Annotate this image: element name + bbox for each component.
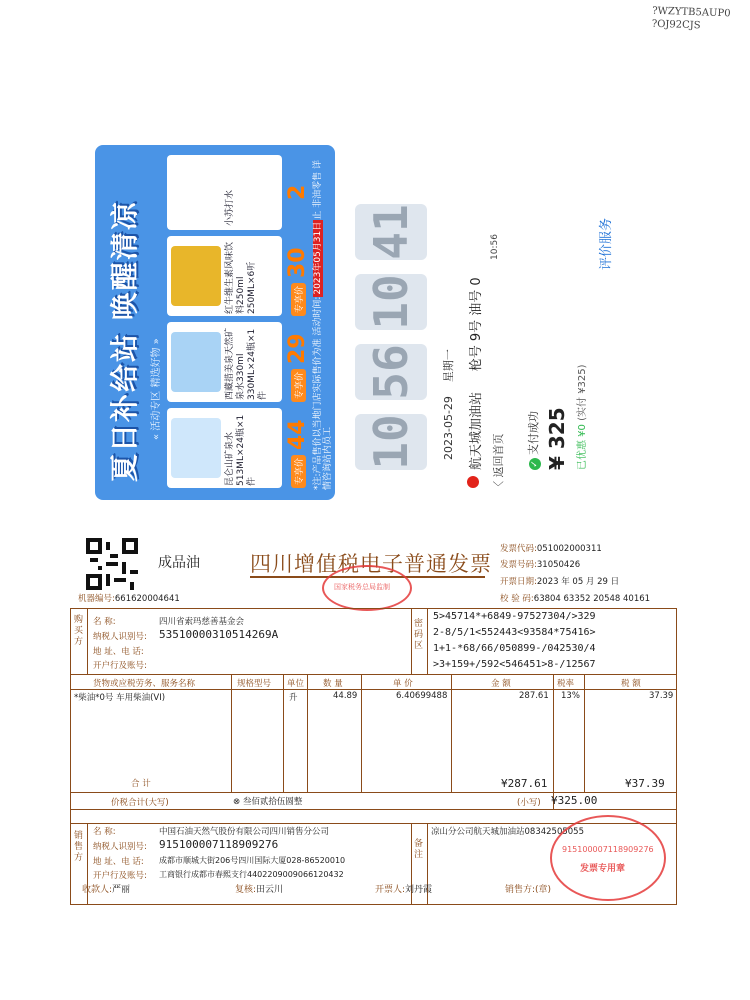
item-tax: 37.39 xyxy=(649,691,674,701)
product-tag: 专享价 xyxy=(291,283,306,316)
pay-status xyxy=(525,411,541,470)
header-amount: 金 额 xyxy=(491,679,511,689)
water-bottle-image xyxy=(171,418,221,478)
product-price: 29 xyxy=(285,333,310,364)
cipher-line: 2-8/5/1<552443<93584*75416> xyxy=(433,627,596,638)
energy-drink-image xyxy=(171,246,221,306)
reviewer-label: 复核: xyxy=(235,885,257,895)
seller-tax-label: 纳税人识别号: xyxy=(93,842,147,852)
cipher-line: 1+1-*68/66/050899-/042530/4 xyxy=(433,643,596,654)
footnote-date: 2023年05月31日 xyxy=(313,221,323,295)
seller-tax-id: 915100007118909276 xyxy=(159,838,279,851)
product-tag: 专享价 xyxy=(291,455,306,488)
item-amount: 287.61 xyxy=(519,691,549,701)
buyer-name: 四川省索玛慈善基金会 xyxy=(159,617,245,627)
header-unit: 单位 xyxy=(287,679,305,689)
remark-label: 备注 xyxy=(414,839,424,860)
discount-line xyxy=(573,364,588,470)
invoice-code-label: 发票代码: xyxy=(500,544,537,554)
grand-total-small: ¥325.00 xyxy=(551,794,598,807)
buyer-tax-id: 53510000310514269A xyxy=(159,628,279,641)
reviewer xyxy=(235,882,283,895)
grand-small-label: (小写) xyxy=(517,798,541,808)
handwritten-line-1: ?WZYTB5AUP0 xyxy=(652,5,731,20)
product-name: 昆仑山矿泉水 513ML×24瓶×1件 xyxy=(225,414,257,486)
seller-bank-label: 开户行及账号: xyxy=(93,871,147,881)
clock-digit-pair: 10 xyxy=(355,274,427,330)
back-home-link[interactable]: 〈 返回首页 xyxy=(492,433,505,492)
product-name: 西藏措美泉天然矿泉水330ml 330ML×24瓶×1件 xyxy=(225,327,268,400)
total-tax: ¥37.39 xyxy=(625,777,665,790)
buyer-tax-label: 纳税人识别号: xyxy=(93,632,147,642)
promo-subtitle: « 活动专区 精选好物 » xyxy=(151,338,162,440)
seal-text: 发票专用章 xyxy=(580,864,626,874)
product-name: 红牛维生素风味饮料250ml 250ML×6听 xyxy=(225,241,257,314)
buyer-name-label: 名 称: xyxy=(93,617,116,627)
handwritten-line-2: ?OJ92CJS xyxy=(651,18,701,32)
pump-info: 枪号 9号 油号 0 xyxy=(469,277,484,372)
check-code-value: 63804 63352 20548 40161 xyxy=(533,594,651,604)
buyer-bank-label: 开户行及账号: xyxy=(93,661,147,671)
check-icon: ✓ xyxy=(529,458,541,470)
seller-name-label: 名 称: xyxy=(93,827,116,837)
machine-number-label: 机器编号: xyxy=(78,594,115,604)
clock-digit-pair: 56 xyxy=(355,344,427,400)
item-price: 6.40699488 xyxy=(396,691,448,701)
invoice-code xyxy=(500,542,602,554)
header-goods: 货物或应税劳务、服务名称 xyxy=(93,679,196,689)
header-spec: 规格型号 xyxy=(237,679,272,689)
grand-total-label: 价税合计(大写) xyxy=(111,798,169,808)
station-line xyxy=(465,277,484,470)
invoice-number-label: 发票号码: xyxy=(500,560,537,570)
cipher-area-label: 密码区 xyxy=(414,619,424,651)
pay-amount: ¥ 325 xyxy=(545,407,569,470)
item-name: *柴油*0号 车用柴油(VI) xyxy=(74,693,166,703)
item-qty: 44.89 xyxy=(333,691,358,701)
invoice-number xyxy=(500,558,580,570)
promo-banner xyxy=(95,145,335,500)
seller-section-label: 销售方 xyxy=(74,831,84,863)
invoice-special-seal xyxy=(550,815,666,901)
dynamic-clock xyxy=(355,190,435,470)
water-pack-image xyxy=(171,332,221,392)
invoice-title: 四川增值税电子普通发票 xyxy=(250,552,492,576)
receipt-weekday: 星期一 xyxy=(442,349,455,383)
machine-number xyxy=(78,592,180,604)
seller-name: 中国石油天然气股份有限公司四川销售分公司 xyxy=(159,827,330,837)
product-price: 44 xyxy=(285,419,310,450)
remark: 凉山分公司航天城加油站08342505055 xyxy=(431,827,584,837)
product-price: 30 xyxy=(285,247,310,278)
item-rate: 13% xyxy=(561,691,580,701)
cipher-line: 5>45714*+6849-97527304/>329 xyxy=(433,611,596,622)
drawer xyxy=(375,882,432,895)
footnote-suffix: 止 非油零售 详情咨询站内员工 xyxy=(313,160,333,490)
check-code-label: 校 验 码: xyxy=(500,594,534,604)
total-amount: ¥287.61 xyxy=(501,777,548,790)
clock-digit-pair: 10 xyxy=(355,414,427,470)
discount-label: 已优惠 xyxy=(577,440,588,470)
drawer-value: 刘丹霞 xyxy=(405,885,433,895)
payee xyxy=(82,882,130,895)
machine-number-value: 661620004641 xyxy=(114,594,180,604)
footnote-prefix: *注:产品售价以当地门店实际售价为准 活动时间: xyxy=(313,296,323,490)
status-bar-time: 10:56 xyxy=(490,234,500,260)
product-name: 小苏打水 xyxy=(225,189,235,226)
product-type-label: 成品油 xyxy=(158,555,200,571)
invoice-code-value: 051002000311 xyxy=(536,544,602,554)
seller-address-label: 地 址、电 话: xyxy=(93,857,144,867)
pay-status-text: 支付成功 xyxy=(527,411,540,455)
review-service-link[interactable]: 评价服务 xyxy=(599,217,614,270)
item-unit: 升 xyxy=(289,693,298,703)
header-rate: 税率 xyxy=(557,679,575,689)
payee-label: 收款人: xyxy=(82,885,113,895)
tax-bureau-seal xyxy=(322,565,412,611)
seller-bank: 工商银行成都市春熙支行4402209009066120432 xyxy=(159,870,344,879)
header-price: 单 价 xyxy=(393,679,413,689)
product-price: 2 xyxy=(285,184,310,200)
paid-amount: (实付 ¥325) xyxy=(577,364,588,421)
drawer-label: 开票人: xyxy=(375,885,406,895)
seal-text: 国家税务总局监制 xyxy=(334,583,390,591)
promo-title: 夏日补给站 唤醒清凉 xyxy=(108,200,141,482)
grand-total-words xyxy=(233,795,302,807)
product-tag: 专享价 xyxy=(291,369,306,402)
buyer-section-label: 购买方 xyxy=(74,615,84,647)
header-qty: 数 量 xyxy=(323,679,343,689)
buyer-address-label: 地 址、电 话: xyxy=(93,647,144,657)
seller-address: 成都市顺城大街206号四川国际大厦028-86520010 xyxy=(159,856,346,865)
invoice-date-label: 开票日期: xyxy=(500,577,537,587)
header-tax: 税 额 xyxy=(621,679,641,689)
handwritten-note xyxy=(652,5,731,34)
cipher-line: >3+159+/592<546451>8-/12567 xyxy=(433,659,596,670)
reviewer-value: 田云川 xyxy=(256,885,284,895)
cross-icon: ⊗ xyxy=(233,797,241,807)
date-line xyxy=(440,349,456,460)
grand-total-words-text: 叁佰贰拾伍圆整 xyxy=(242,797,303,807)
total-label: 合 计 xyxy=(131,779,151,789)
station-name: 航天城加油站 xyxy=(469,391,484,470)
seal-number: 915100007118909276 xyxy=(562,845,654,854)
check-code xyxy=(500,592,650,604)
petrochina-logo-icon xyxy=(467,476,479,488)
payment-receipt-screenshot xyxy=(95,145,625,500)
invoice-date xyxy=(500,575,619,587)
invoice-date-value: 2023 年 05 月 29 日 xyxy=(536,577,620,587)
promo-footnote xyxy=(313,155,333,490)
clock-digit-pair: 41 xyxy=(355,204,427,260)
cipher-code xyxy=(433,609,596,673)
receipt-date: 2023-05-29 xyxy=(442,396,455,460)
qr-code-icon xyxy=(86,538,138,590)
seller-signature: 销售方:(章) xyxy=(505,885,552,895)
discount-value: ¥0 xyxy=(577,424,588,437)
invoice-number-value: 31050426 xyxy=(536,560,581,570)
payee-value: 严丽 xyxy=(112,885,131,895)
